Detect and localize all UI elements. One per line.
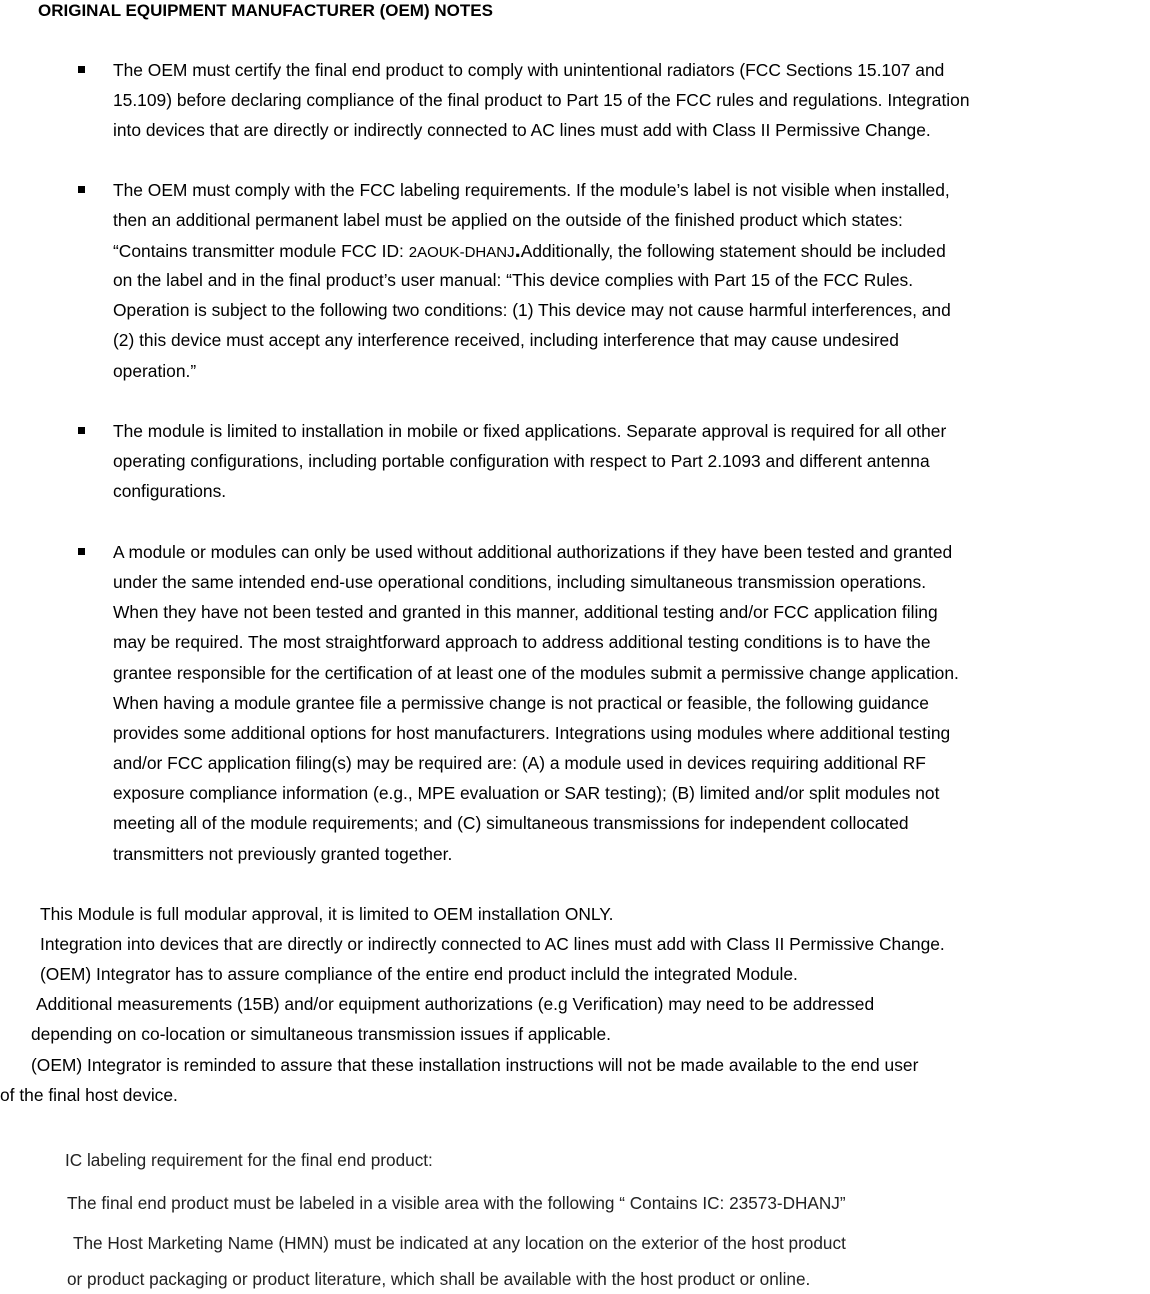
note-line: depending on co-location or simultaneous transmission issues if applicable. [31,1024,612,1044]
bullet-4-line-5: grantee responsible for the certification of at least one of the modules submit a permissive change application. [113,663,959,683]
ic-line-3: or product packaging or product literature, which shall be available with the host product or online. [67,1269,811,1289]
bullet-marker [78,186,85,193]
bullet-marker [78,66,85,73]
bullet-1-line-1: The OEM must certify the final end product to comply with unintentional radiators (FCC Sections 15.107 and [113,60,945,80]
bullet-4-line-3: When they have not been tested and granted in this manner, additional testing and/or FCC application filing [113,602,938,622]
fcc-id-suffix: Additionally, the following statement should be included [520,241,946,261]
fcc-id-prefix: “Contains transmitter module FCC ID: [113,241,409,261]
fcc-id-dot: . [514,237,521,262]
note-line: Integration into devices that are directly or indirectly connected to AC lines must add with Class II Permissive Change. [40,934,945,954]
ic-line-1: The final end product must be labeled in a visible area with the following “ Contains IC: 23573-DHANJ” [67,1193,846,1213]
bullet-4-line-4: may be required. The most straightforward approach to address additional testing conditions is to have the [113,632,931,652]
bullet-4-line-10: meeting all of the module requirements; and (C) simultaneous transmissions for independent collocated [113,813,909,833]
bullet-2-line-3 [113,235,946,268]
bullet-2-line-1: The OEM must comply with the FCC labeling requirements. If the module’s label is not visible when installed, [113,180,950,200]
note-line: of the final host device. [0,1085,178,1105]
bullet-4-line-2: under the same intended end-use operational conditions, including simultaneous transmission operations. [113,572,927,592]
bullet-2-line-7: operation.” [113,361,197,381]
bullet-4-line-11: transmitters not previously granted together. [113,844,453,864]
ic-line-2: The Host Marketing Name (HMN) must be indicated at any location on the exterior of the host product [73,1233,846,1253]
bullet-2-line-5: Operation is subject to the following two conditions: (1) This device may not cause harmful interferences, and [113,300,951,320]
bullet-4-line-8: and/or FCC application filing(s) may be required are: (A) a module used in devices requiring additional RF [113,753,926,773]
note-line: This Module is full modular approval, it is limited to OEM installation ONLY. [40,904,614,924]
bullet-2-line-4: on the label and in the final product’s user manual: “This device complies with Part 15 of the FCC Rules. [113,270,914,290]
bullet-3-line-1: The module is limited to installation in mobile or fixed applications. Separate approval is required for all other [113,421,947,441]
bullet-4-line-9: exposure compliance information (e.g., MPE evaluation or SAR testing); (B) limited and/or split modules not [113,783,940,803]
bullet-1-line-2: 15.109) before declaring compliance of the final product to Part 15 of the FCC rules and regulations. Integration [113,90,970,110]
bullet-2-line-6: (2) this device must accept any interference received, including interference that may cause undesired [113,330,899,350]
bullet-4-line-7: provides some additional options for host manufacturers. Integrations using modules where additional testing [113,723,951,743]
note-line: (OEM) Integrator is reminded to assure that these installation instructions will not be made available to the end user [31,1055,919,1075]
bullet-marker [78,548,85,555]
bullet-2-line-2: then an additional permanent label must be applied on the outside of the finished product which states: [113,210,903,230]
bullet-4-line-1: A module or modules can only be used without additional authorizations if they have been tested and granted [113,542,953,562]
ic-heading: IC labeling requirement for the final end product: [65,1150,433,1170]
bullet-1-line-3: into devices that are directly or indirectly connected to AC lines must add with Class II Permissive Change. [113,120,931,140]
bullet-3-line-2: operating configurations, including portable configuration with respect to Part 2.1093 and different antenna [113,451,930,471]
bullet-4-line-6: When having a module grantee file a permissive change is not practical or feasible, the following guidance [113,693,929,713]
note-line: Additional measurements (15B) and/or equipment authorizations (e.g Verification) may need to be addressed [36,994,875,1014]
fcc-id-value: 2AOUK-DHANJ [408,244,515,261]
bullet-marker [78,427,85,434]
page-title: ORIGINAL EQUIPMENT MANUFACTURER (OEM) NOTES [38,1,493,20]
bullet-3-line-3: configurations. [113,481,227,501]
note-line: (OEM) Integrator has to assure compliance of the entire end product incluld the integrated Module. [40,964,798,984]
